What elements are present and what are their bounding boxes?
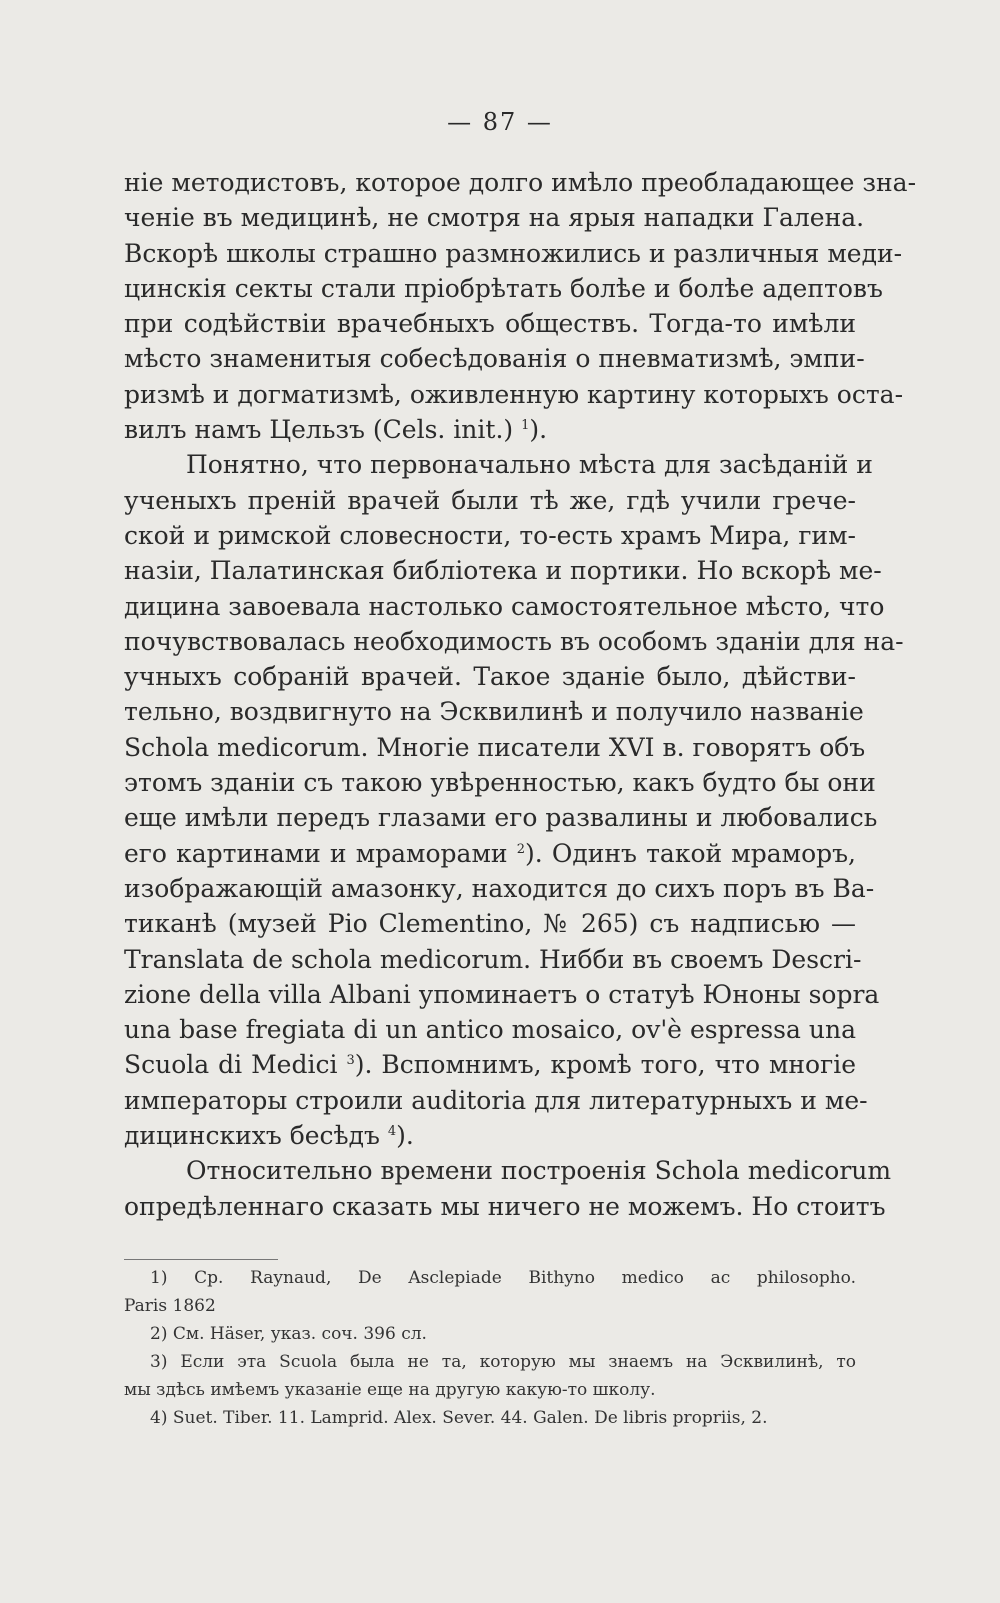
text-line: назіи, Палатинская библіотека и портики. Но вскорѣ ме- — [124, 556, 882, 586]
footnote-ref: 4 — [387, 1124, 397, 1140]
text-line: Вскорѣ школы страшно размножились и различныя меди- — [124, 238, 903, 268]
text-line: дицинскихъ бесѣдъ $^4$). — [124, 1121, 414, 1151]
text-line: тиканѣ (музей Pio Clementino, № 265) съ надписью — — [124, 909, 856, 939]
text-line: опредѣленнаго сказать мы ничего не можемъ. Но стоитъ — [124, 1191, 886, 1221]
text-line: ченіе въ медицинѣ, не смотря на ярыя нападки Галена. — [124, 203, 865, 233]
text-line: Scuola di Medici $^3$). Вспомнимъ, кромѣ того, что многіе — [124, 1050, 857, 1080]
text-line: ризмѣ и догматизмѣ, оживленную картину которыхъ оста- — [124, 379, 904, 409]
text-line: императоры строили auditoria для литературныхъ и ме- — [124, 1085, 868, 1115]
text-line: изображающій амазонку, находится до сихъ поръ въ Ва- — [124, 873, 875, 903]
text-line: тельно, воздвигнуто на Эсквилинѣ и получило названіе — [124, 697, 864, 727]
footnote: 2) См. Häser, указ. соч. 396 сл. — [150, 1324, 427, 1344]
text-line: почувствовалась необходимость въ особомъ зданіи для на- — [124, 626, 904, 656]
text-line: при содѣйствіи врачебныхъ обществъ. Тогда-то имѣли — [124, 309, 856, 339]
footnote: 1) Ср. Raynaud, De Asclepiade Bithyno medico ac philosopho. — [150, 1268, 856, 1288]
text-line: учныхъ собраній врачей. Такое зданіе было, дѣйстви- — [124, 662, 856, 692]
text-line: zione della villa Albani упоминаетъ о статуѣ Юноны sopra — [124, 979, 880, 1009]
body-text — [124, 165, 917, 1224]
text-line: una base fregiata di un antico mosaico, ov'è espressa una — [124, 1015, 856, 1045]
text-line: ской и римской словесности, то-есть храмъ Мира, гим- — [124, 520, 856, 550]
footnote-ref: 2 — [516, 841, 525, 857]
text-line: ученыхъ преній врачей были тѣ же, гдѣ учили грече- — [124, 485, 856, 515]
footnote-divider — [124, 1259, 278, 1260]
footnote-continuation: мы здѣсь имѣемъ указаніе еще на другую какую-то школу. — [124, 1380, 656, 1400]
text-line: ніе методистовъ, которое долго имѣло преобладающее зна- — [124, 168, 917, 197]
text-line: Schola medicorum. Многіе писатели XVI в. говорятъ объ — [124, 732, 866, 762]
text-line: мѣсто знаменитыя собесѣдованія о пневматизмѣ, эмпи- — [124, 344, 865, 374]
footnote-ref: 1 — [521, 418, 530, 434]
footnote: 3) Если эта Scuola была не та, которую мы знаемъ на Эсквилинѣ, то — [150, 1352, 856, 1372]
footnote-continuation: Paris 1862 — [124, 1296, 216, 1316]
text-line: вилъ намъ Цельзъ (Cels. init.) $^1$). — [124, 415, 548, 445]
text-line: еще имѣли передъ глазами его развалины и любовались — [124, 803, 878, 833]
text-line: его картинами и мраморами $^2$). Одинъ такой мраморъ, — [124, 838, 856, 868]
text-line: дицина завоевала настолько самостоятельное мѣсто, что — [124, 591, 885, 621]
text-line: этомъ зданіи съ такою увѣренностью, какъ будто бы они — [124, 768, 876, 798]
page-number: — 87 — — [447, 108, 553, 136]
footnote: 4) Suet. Tiber. 11. Lamprid. Alex. Sever. 44. Galen. De libris propriis, 2. — [150, 1408, 768, 1428]
footnotes — [124, 1264, 856, 1432]
text-line: цинскія секты стали пріобрѣтать болѣе и болѣе адептовъ — [124, 273, 883, 303]
text-line: Translata de schola medicorum. Нибби въ своемъ Descri- — [124, 944, 862, 974]
footnote-ref: 3 — [346, 1053, 355, 1069]
text-line: Относительно времени построенія Schola medicorum — [186, 1156, 892, 1186]
text-line: Понятно, что первоначально мѣста для засѣданій и — [186, 450, 873, 480]
